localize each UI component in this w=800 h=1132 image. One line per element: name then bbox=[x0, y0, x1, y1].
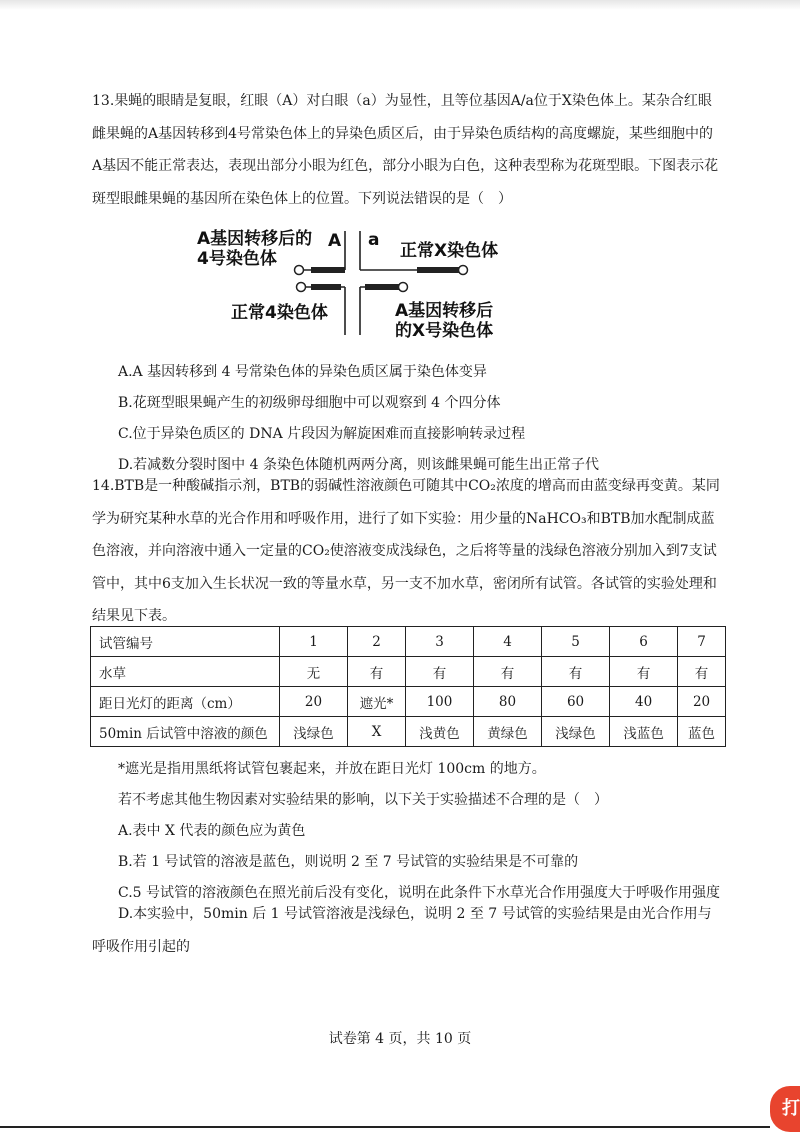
table-cell: 40 bbox=[610, 687, 678, 717]
print-badge[interactable]: 打 bbox=[770, 1086, 800, 1132]
table-cell: 60 bbox=[542, 687, 610, 717]
q13-option-b: B.花斑型眼果蝇产生的初级卵母细胞中可以观察到 4 个四分体 bbox=[118, 395, 501, 411]
label-normal-x-chromosome: 正常X染色体 bbox=[400, 241, 499, 261]
table-cell: 100 bbox=[405, 687, 473, 717]
table-cell: 有 bbox=[678, 657, 726, 687]
chromosome-bl-heterochromatin bbox=[311, 284, 341, 290]
table-cell: 浅黄色 bbox=[405, 717, 473, 747]
table-row-distance bbox=[91, 687, 726, 717]
q14-stem: 14.BTB是一种酸碱指示剂，BTB的弱碱性溶液颜色可随其中CO₂浓度的增高而由蓝变绿再变黄。某同学为研究某种水草的光合作用和呼吸作用，进行了如下实验：用少量的NaHCO₃和BTB加水配制成蓝色溶液，并向溶液中通入一定量的CO₂使溶液变成浅绿色，之后将等量的浅绿色溶液分别加入到7支试管中，其中6支加入生长状况一致的等量水草，另一支不加水草，密闭所有试管。各试管的实验处理和结果见下表。 bbox=[92, 478, 720, 624]
table-cell: 20 bbox=[280, 687, 348, 717]
allele-A-label: A bbox=[328, 231, 342, 251]
q14-option-a: A.表中 X 代表的颜色应为黄色 bbox=[118, 823, 306, 839]
q14-prompt: 若不考虑其他生物因素对实验结果的影响，以下关于实验描述不合理的是（ ） bbox=[118, 792, 608, 808]
centromere-tr bbox=[459, 266, 468, 275]
table-row-solution-color bbox=[91, 717, 726, 747]
centromere-br bbox=[399, 283, 408, 292]
q13-stem: 13.果蝇的眼睛是复眼，红眼（A）对白眼（a）为显性，且等位基因A/a位于X染色体上。某杂合红眼雌果蝇的A基因转移到4号常染色体上的异染色质区后，由于异染色质结构的高度螺旋，某些细胞中的A基因不能正常表达，表现出部分小眼为红色，部分小眼为白色，这种表型称为花斑型眼。下图表示花斑型眼雌果蝇的基因所在染色体上的位置。下列说法错误的是（ ） bbox=[92, 93, 719, 207]
label-x-chromosome-transferred-line2: 的X号染色体 bbox=[395, 321, 494, 341]
experiment-table bbox=[90, 626, 726, 747]
table-row-tube-number bbox=[91, 627, 726, 657]
table-cell: 3 bbox=[405, 627, 473, 657]
table-cell: 20 bbox=[678, 687, 726, 717]
q14-option-b: B.若 1 号试管的溶液是蓝色，则说明 2 至 7 号试管的实验结果是不可靠的 bbox=[118, 854, 579, 870]
chromosome-br-heterochromatin bbox=[365, 284, 401, 290]
table-cell: 黄绿色 bbox=[474, 717, 542, 747]
q14-option-c: C.5 号试管的溶液颜色在照光前后没有变化，说明在此条件下水草光合作用强度大于呼吸作用强度 bbox=[118, 885, 721, 901]
label-x-chromosome-transferred-line1: A基因转移后 bbox=[395, 301, 494, 321]
table-cell: 无 bbox=[280, 657, 348, 687]
table-cell: 有 bbox=[610, 657, 678, 687]
table-cell: 5 bbox=[542, 627, 610, 657]
table-cell: 80 bbox=[474, 687, 542, 717]
label-normal-4-chromosome: 正常4染色体 bbox=[231, 303, 328, 323]
q13-option-a: A.A 基因转移到 4 号常染色体的异染色质区属于染色体变异 bbox=[118, 364, 487, 380]
table-cell: 浅绿色 bbox=[542, 717, 610, 747]
chromosome-tl-heterochromatin bbox=[311, 267, 345, 273]
table-cell: 有 bbox=[348, 657, 406, 687]
table-cell: 2 bbox=[348, 627, 406, 657]
allele-a-label: a bbox=[368, 230, 380, 250]
page-footer: 试卷第 4 页，共 10 页 bbox=[328, 1031, 472, 1047]
table-cell: 有 bbox=[405, 657, 473, 687]
q13-option-c: C.位于异染色质区的 DNA 片段因为解旋困难而直接影响转录过程 bbox=[118, 426, 526, 442]
label-chromosome-4-transferred-line1: A基因转移后的 bbox=[197, 229, 313, 249]
table-cell: 浅蓝色 bbox=[610, 717, 678, 747]
q13-option-d: D.若减数分裂时图中 4 条染色体随机两两分离，则该雌果蝇可能生出正常子代 bbox=[118, 457, 599, 473]
table-cell: 7 bbox=[678, 627, 726, 657]
table-cell: 6 bbox=[610, 627, 678, 657]
table-header-cell: 距日光灯的距离（cm） bbox=[91, 687, 280, 717]
q14-option-d: D.本实验中，50min 后 1 号试管溶液是浅绿色，说明 2 至 7 号试管的实验结果是由光合作用与呼吸作用引起的 bbox=[92, 906, 712, 955]
bottom-rule bbox=[0, 1126, 770, 1128]
table-cell: 有 bbox=[474, 657, 542, 687]
table-cell: X bbox=[348, 717, 406, 747]
label-chromosome-4-transferred-line2: 4号染色体 bbox=[197, 249, 277, 269]
table-cell: 4 bbox=[474, 627, 542, 657]
table-row-waterweed bbox=[91, 657, 726, 687]
table-header-cell: 50min 后试管中溶液的颜色 bbox=[91, 717, 280, 747]
table-header-cell: 试管编号 bbox=[91, 627, 280, 657]
table-cell: 遮光* bbox=[348, 687, 406, 717]
q14-table-note: *遮光是指用黑纸将试管包裹起来，并放在距日光灯 100cm 的地方。 bbox=[118, 761, 546, 777]
table-cell: 1 bbox=[280, 627, 348, 657]
table-cell: 浅绿色 bbox=[280, 717, 348, 747]
chromosome-diagram bbox=[195, 223, 515, 348]
centromere-bl bbox=[297, 283, 306, 292]
table-cell: 有 bbox=[542, 657, 610, 687]
table-cell: 蓝色 bbox=[678, 717, 726, 747]
table-header-cell: 水草 bbox=[91, 657, 280, 687]
centromere-tl bbox=[295, 266, 304, 275]
chromosome-tr-heterochromatin bbox=[417, 267, 461, 273]
